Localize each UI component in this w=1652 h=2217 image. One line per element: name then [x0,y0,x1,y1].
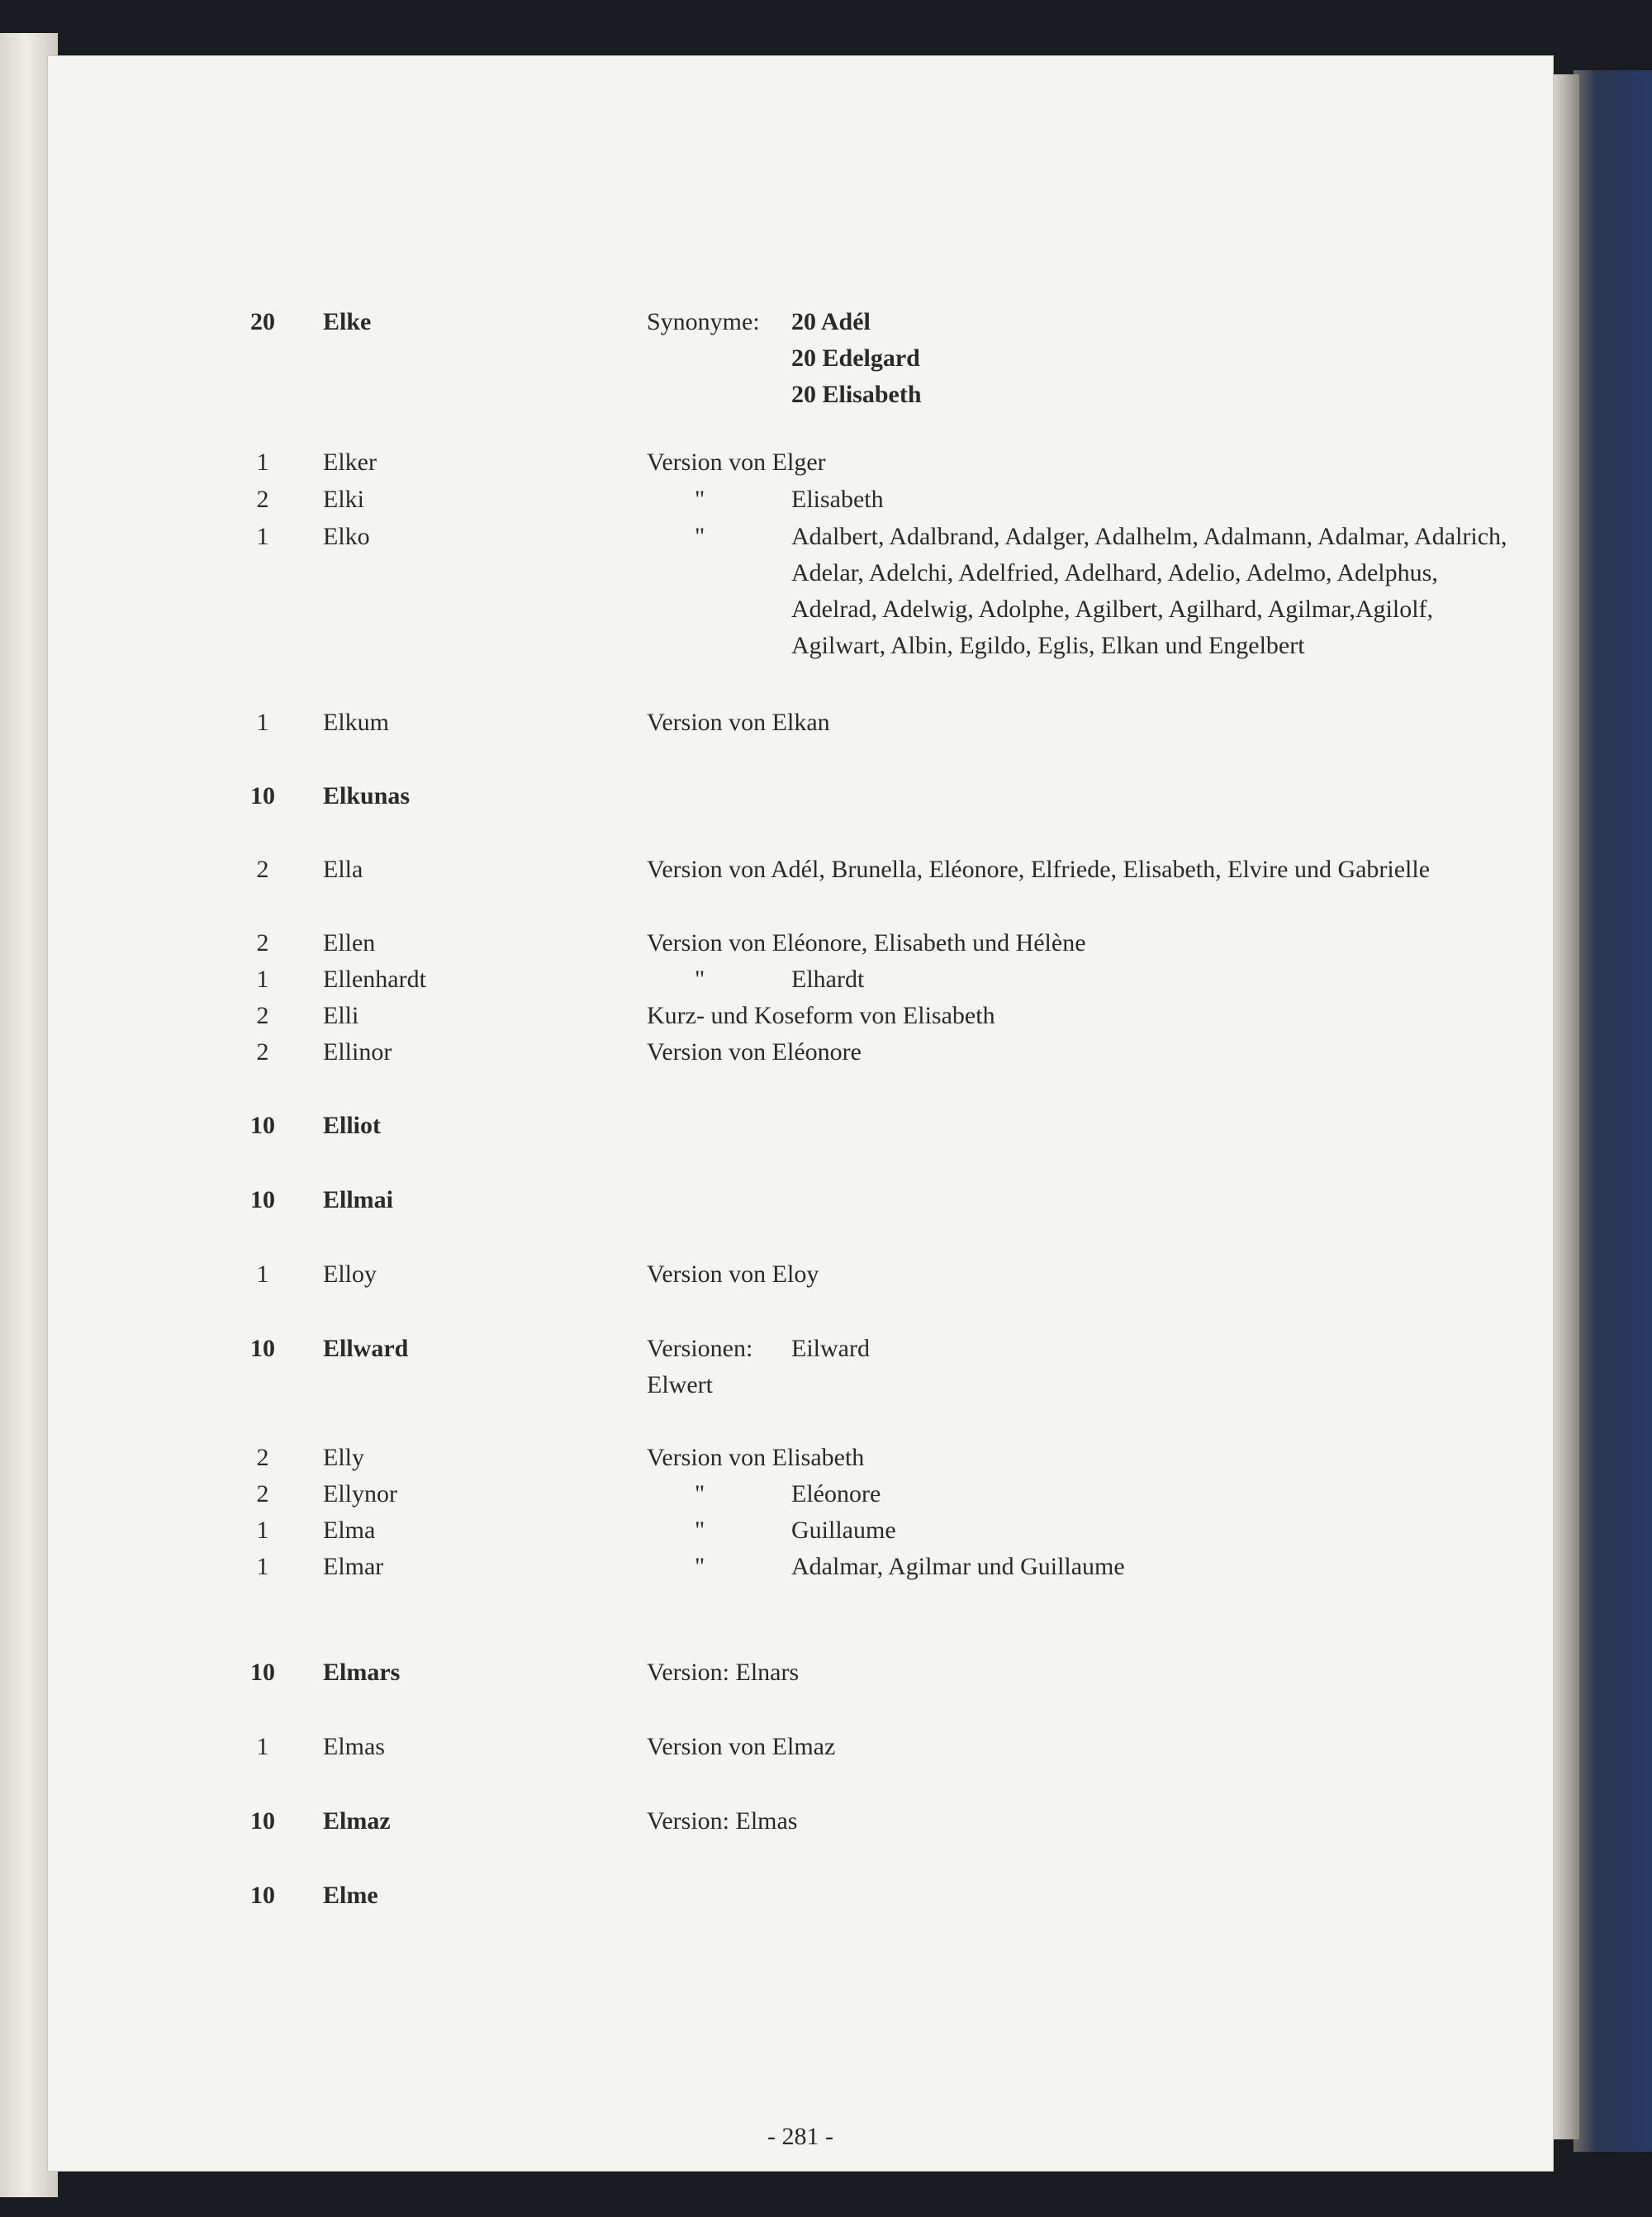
description-text: Eléonore [791,1480,881,1507]
entry-description [647,925,1522,961]
description-text: Version von Adél, Brunella, Eléonore, Elfriede, Elisabeth, Elvire und Gabrielle [647,856,1431,883]
entry-name: Ellward [323,1335,409,1362]
entry-description [647,1476,1522,1512]
entry-frequency: 10 [250,1186,275,1213]
entry-name: Ella [323,856,363,883]
description-line [647,1654,1522,1691]
entry-frequency: 10 [250,1659,275,1686]
entry-name: Elmars [323,1659,401,1686]
description-text: Version: Elmas [647,1807,798,1835]
description-line [647,377,1522,413]
entry-name: Elker [323,449,377,476]
description-line [647,1367,1522,1403]
description-line [647,1549,1522,1585]
description-line [647,1331,1522,1367]
description-text: Version von Elmaz [647,1733,836,1760]
entry-description [647,304,1522,413]
description-label [647,377,791,413]
ditto-mark: " [695,523,705,550]
description-text: Version von Eléonore [647,1038,862,1066]
description-line [647,304,1522,340]
entry-frequency: 10 [250,1882,275,1909]
description-line [647,1034,1522,1071]
entry-frequency: 1 [256,449,269,476]
entry-name: Elly [323,1444,364,1471]
entry-description [647,1331,1522,1403]
entry-frequency: 2 [256,486,269,513]
entry-name: Elma [323,1517,376,1544]
page-number: - 281 - [767,2123,833,2150]
description-label [647,340,791,377]
entry-name: Elli [323,1002,359,1029]
book-cover-edge [1574,70,1652,2152]
entry-frequency: 2 [256,1038,269,1066]
description-text: Elhardt [791,966,865,993]
synonym-text: 20 Adél [791,308,871,335]
description-text: Eilward [791,1335,870,1362]
ditto-mark: " [695,1480,705,1507]
entry-name: Ellen [323,929,376,957]
entry-frequency: 10 [250,1335,275,1362]
entry-name: Elmaz [323,1807,391,1835]
entry-frequency: 1 [256,1733,269,1760]
entry-description [647,1549,1522,1585]
entry-name: Elkum [323,709,389,736]
entry-name: Elmas [323,1733,385,1760]
entry-name: Ellinor [323,1038,392,1066]
entry-description [647,482,1522,518]
description-line [647,852,1522,888]
description-line [647,705,1522,741]
description-text: Version von Elkan [647,709,830,736]
description-text: Adalbert, Adalbrand, Adalger, Adalhelm, Adalmann, Adalmar, Adalrich, Adelar, Adelchi, Adelfried, Adelhard, Adelio, Adelmo, Adelphus, Adelrad, Adelwig, Adolphe, Agilbert, Agilhard, Agilmar,Agilolf, Agilwart, Albin, Egildo, Eglis, Elkan und Engelbert [791,523,1507,659]
entry-description [647,961,1522,998]
description-line [647,1512,1522,1549]
entry-description [647,1512,1522,1549]
description-text: Version: Elnars [647,1659,800,1686]
description-line [647,482,1522,518]
entry-description [647,998,1522,1034]
entry-name: Elloy [323,1260,377,1288]
description-line [647,444,1522,481]
ditto-mark: " [695,1517,705,1544]
entry-frequency: 2 [256,1444,269,1471]
synonym-text: 20 Edelgard [791,344,920,372]
description-line [647,1440,1522,1476]
description-label: Synonyme: [647,308,760,335]
description-text: Elwert [647,1371,713,1398]
entry-description [647,1034,1522,1071]
description-line [647,925,1522,961]
description-text: Version von Elisabeth [647,1444,865,1471]
entry-frequency: 1 [256,966,269,993]
entry-description [647,1440,1522,1476]
entry-frequency: 1 [256,709,269,736]
ditto-mark: " [695,966,705,993]
entry-description [647,1729,1522,1765]
entry-frequency: 2 [256,1002,269,1029]
entry-frequency: 1 [256,1260,269,1288]
description-line [647,519,1522,664]
description-line [647,1803,1522,1840]
entry-name: Elko [323,523,370,550]
entry-description [647,444,1522,481]
entry-description [647,1654,1522,1691]
description-text: Guillaume [791,1517,896,1544]
entry-description [647,1256,1522,1293]
entry-name: Elliot [323,1112,382,1139]
book-page [48,56,1553,2171]
description-line [647,340,1522,377]
entry-frequency: 1 [256,523,269,550]
description-line [647,1476,1522,1512]
ditto-mark: " [695,486,705,513]
description-text: Kurz- und Koseform von Elisabeth [647,1002,995,1029]
entry-frequency: 2 [256,929,269,957]
entry-frequency: 2 [256,856,269,883]
description-line [647,998,1522,1034]
entry-frequency: 1 [256,1553,269,1580]
entry-frequency: 10 [250,1807,275,1835]
synonym-text: 20 Elisabeth [791,381,922,408]
entry-frequency: 20 [250,308,275,335]
entry-frequency: 10 [250,1112,275,1139]
entry-name: Elmar [323,1553,384,1580]
entry-name: Elke [323,308,372,335]
entry-name: Elki [323,486,364,513]
entry-name: Elme [323,1882,378,1909]
entry-frequency: 10 [250,782,275,809]
description-text: Version von Eloy [647,1260,819,1288]
entry-frequency: 1 [256,1517,269,1544]
entry-frequency: 2 [256,1480,269,1507]
description-text: Elisabeth [791,486,884,513]
entry-name: Ellynor [323,1480,397,1507]
description-text: Version von Elger [647,449,826,476]
description-text: Version von Eléonore, Elisabeth und Hélène [647,929,1086,957]
entry-description [647,705,1522,741]
description-text: Adalmar, Agilmar und Guillaume [791,1553,1125,1580]
entry-description [647,852,1522,888]
description-line [647,1256,1522,1293]
description-line [647,1729,1522,1765]
entry-description [647,519,1522,664]
entry-description [647,1803,1522,1840]
ditto-mark: " [695,1553,705,1580]
entry-name: Ellenhardt [323,966,426,993]
description-label: Versionen: [647,1335,753,1362]
description-line [647,961,1522,998]
entry-name: Elkunas [323,782,411,809]
entry-name: Ellmai [323,1186,394,1213]
